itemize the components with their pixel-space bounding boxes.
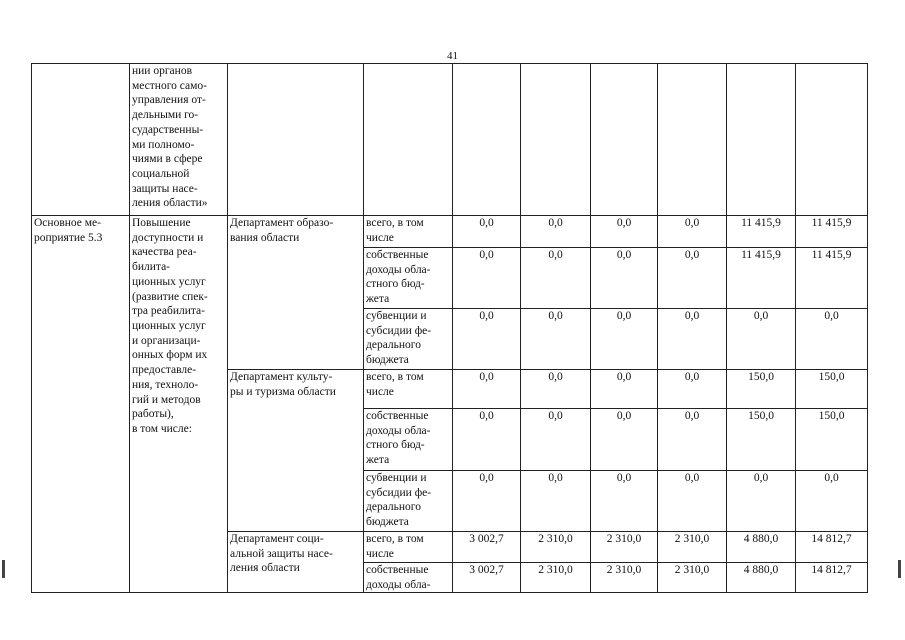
value-cell: 0,0	[521, 248, 591, 309]
value-cell: 14 812,7	[796, 532, 868, 563]
department-name-cell: Департамент соци- альной защиты насе- ления области	[228, 532, 364, 593]
value-cell: 2 310,0	[658, 563, 727, 593]
value-cell: 0,0	[591, 309, 658, 370]
value-cell: 0,0	[521, 309, 591, 370]
value-cell: 0,0	[453, 216, 521, 248]
value-cell: 11 415,9	[727, 248, 796, 309]
value-cell: 0,0	[658, 409, 727, 471]
value-cell: 150,0	[727, 409, 796, 471]
value-cell: 0,0	[591, 216, 658, 248]
value-cell: 0,0	[521, 471, 591, 532]
continuation-value-cell	[521, 64, 591, 216]
continuation-row	[32, 64, 868, 216]
value-cell: 0,0	[727, 471, 796, 532]
activity-code-cell: Основное ме- роприятие 5.3	[32, 216, 130, 593]
funding-source-cell: субвенции и субсидии фе- дерального бюджета	[364, 309, 453, 370]
continuation-value-cell	[796, 64, 868, 216]
continuation-value-cell	[591, 64, 658, 216]
funding-source-cell: всего, в том числе	[364, 370, 453, 409]
funding-source-cell: всего, в том числе	[364, 532, 453, 563]
page-number: 41	[447, 50, 458, 62]
funding-source-cell: собственные доходы обла- стного бюд- жета	[364, 409, 453, 471]
value-cell: 4 880,0	[727, 563, 796, 593]
value-cell: 2 310,0	[591, 532, 658, 563]
value-cell: 0,0	[658, 248, 727, 309]
value-cell: 0,0	[453, 248, 521, 309]
value-cell: 150,0	[796, 409, 868, 471]
continuation-code-cell	[32, 64, 130, 216]
department-name-cell: Департамент культу- ры и туризма области	[228, 370, 364, 532]
value-cell: 2 310,0	[658, 532, 727, 563]
value-cell: 0,0	[658, 370, 727, 409]
value-cell: 3 002,7	[453, 532, 521, 563]
value-cell: 150,0	[727, 370, 796, 409]
value-cell: 2 310,0	[521, 563, 591, 593]
value-cell: 2 310,0	[591, 563, 658, 593]
funding-source-cell: собственные доходы обла-	[364, 563, 453, 593]
value-cell: 0,0	[591, 409, 658, 471]
value-cell: 11 415,9	[796, 216, 868, 248]
value-cell: 2 310,0	[521, 532, 591, 563]
value-cell: 0,0	[658, 471, 727, 532]
value-cell: 0,0	[591, 471, 658, 532]
value-cell: 0,0	[658, 216, 727, 248]
value-cell: 0,0	[453, 471, 521, 532]
value-cell: 0,0	[521, 409, 591, 471]
value-cell: 0,0	[521, 370, 591, 409]
continuation-value-cell	[658, 64, 727, 216]
scan-edge-mark-left	[2, 560, 5, 578]
value-cell: 0,0	[453, 409, 521, 471]
department-name-cell: Департамент образо- вания области	[228, 216, 364, 370]
value-cell: 4 880,0	[727, 532, 796, 563]
continuation-value-cell	[453, 64, 521, 216]
value-cell: 11 415,9	[796, 248, 868, 309]
continuation-executor-cell	[228, 64, 364, 216]
continuation-value-cell	[727, 64, 796, 216]
value-cell: 0,0	[727, 309, 796, 370]
funding-source-cell: собственные доходы обла- стного бюд- жета	[364, 248, 453, 309]
continuation-name-cell: нии органов местного само- управления от- дельными го- сударственны- ми полномо- чиями в сфере социальной защиты насе- ления области»	[130, 64, 228, 216]
activity-name-cell: Повышение доступности и качества реа- билита- ционных услуг (развитие спек- тра реабилита- ционных услуг и организаци- онных форм их предоставле- ния, техноло- гий и методов работы), в том числе:	[130, 216, 228, 593]
value-cell: 0,0	[591, 370, 658, 409]
funding-source-cell: всего, в том числе	[364, 216, 453, 248]
value-cell: 0,0	[591, 248, 658, 309]
value-cell: 14 812,7	[796, 563, 868, 593]
continuation-source-cell	[364, 64, 453, 216]
budget-table	[31, 63, 868, 593]
value-cell: 0,0	[796, 309, 868, 370]
value-cell: 0,0	[796, 471, 868, 532]
value-cell: 150,0	[796, 370, 868, 409]
value-cell: 0,0	[658, 309, 727, 370]
funding-source-cell: субвенции и субсидии фе- дерального бюджета	[364, 471, 453, 532]
value-cell: 0,0	[453, 309, 521, 370]
table-row	[32, 216, 868, 248]
value-cell: 3 002,7	[453, 563, 521, 593]
scan-edge-mark-right	[898, 560, 901, 578]
value-cell: 0,0	[521, 216, 591, 248]
value-cell: 11 415,9	[727, 216, 796, 248]
value-cell: 0,0	[453, 370, 521, 409]
